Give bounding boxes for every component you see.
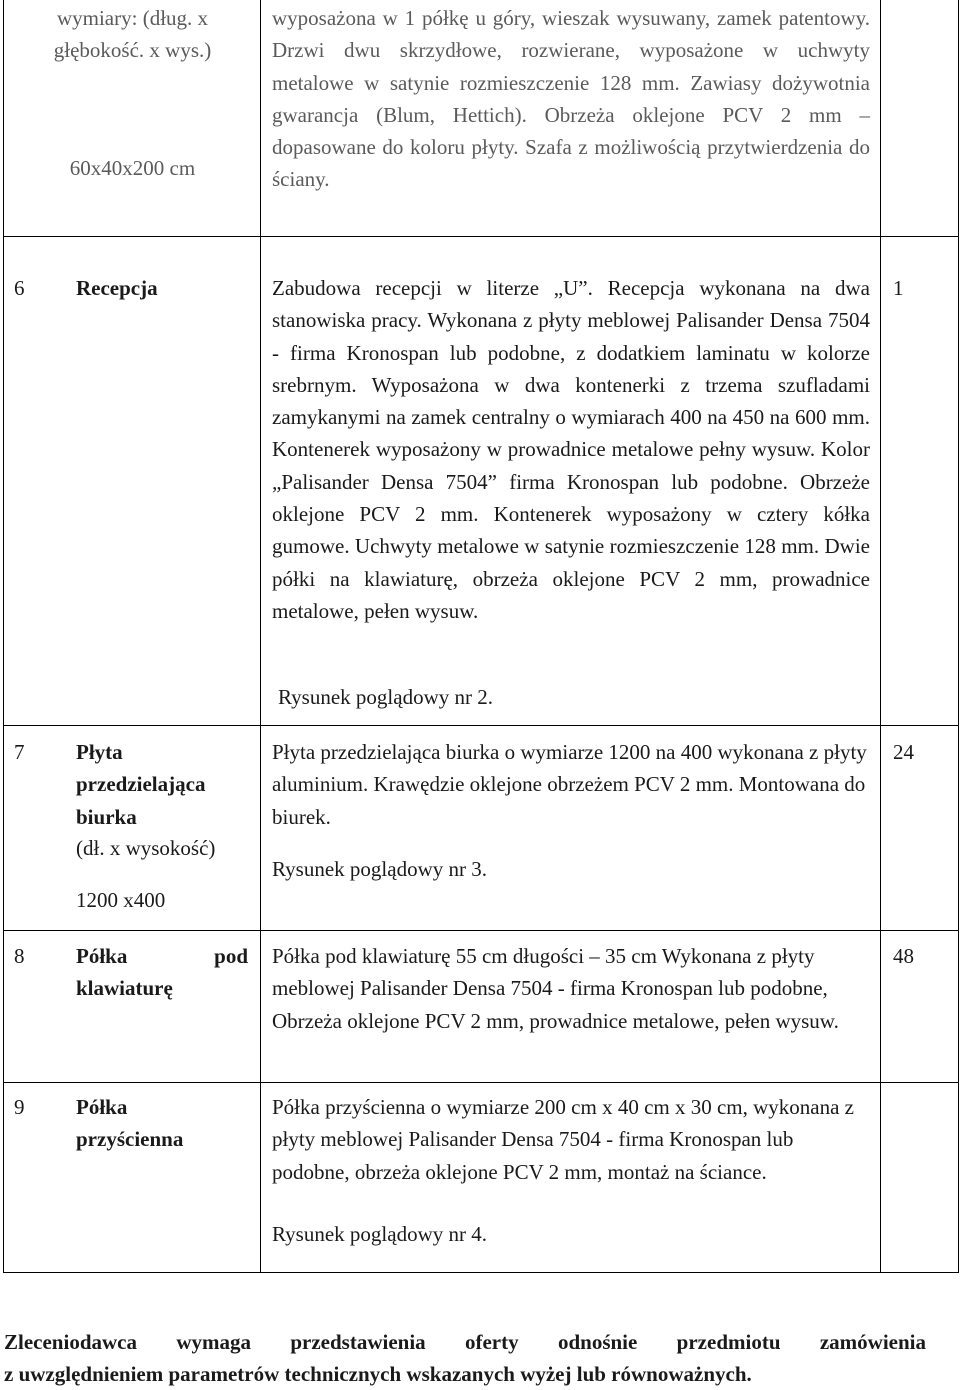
row7-description: Płyta przedzielająca biurka o wymiarze 1200 na 400 wykonana z płyty aluminium. Krawędzie oklejone obrzeżem PCV 2 mm. Montowana do biurek. [272,740,867,829]
table-row-divider-6-7 [3,725,959,726]
row8-quantity: 48 [893,944,914,968]
row5-dims-value: 60x40x200 cm [69,156,196,180]
row9-number: 9 [14,1095,25,1119]
row9-name: Półka przyścienna [76,1095,184,1152]
row6-description: Zabudowa recepcji w literze „U”. Recepcja wykonana na dwa stanowiska pracy. Wykonana z płyty meblowej Palisander Densa 7504 - firma Kronospan lub podobne, z dodatkiem laminatu w kolorze srebrnym. Wyposażona w dwa kontenerki z trzema szufladami zamykanymi na zamek centralny o wymiarach 400 na 450 na 600 mm. Kontenerek wyposażony w prowadnice metalowe pełny wysuw. Kolor „Palisander Densa 7504” firma Kronospan lub podobne. Obrzeże oklejone PCV 2 mm. Kontenerek wyposażony w cztery kółka gumowe. Uchwyty metalowe w satynie rozmieszczenie 128 mm. Dwie półki na klawiaturę, obrzeża oklejone PCV 2 mm, prowadnice metalowe, pełen wysuw. [272,276,870,623]
row5-dims-label: wymiary: (dług. x głębokość. x wys.) [53,6,212,63]
row7-number: 7 [14,740,25,764]
row6-number: 6 [14,276,25,300]
table-row-divider-8-9 [3,1082,959,1083]
row5-description: wyposażona w 1 półkę u góry, wieszak wysuwany, zamek patentowy. Drzwi dwu skrzydłowe, rozwierane, wyposażone w uchwyty metalowe w satynie rozmieszczenie 128 mm. Zawiasy dożywotnia gwarancja (Blum, Hettich). Obrzeża oklejone PCV 2 mm – dopasowane do koloru płyty. Szafa z możliwością przytwierdzenia do ściany. [272,6,870,192]
row8-name-line1: Półka pod [76,944,248,968]
row7-dims-label: (dł. x wysokość) [76,836,216,860]
row6-name: Recepcja [76,276,158,300]
row6-quantity: 1 [893,276,904,300]
row9-figure-ref: Rysunek poglądowy nr 4. [272,1222,487,1246]
table-row-divider-7-8 [3,930,959,931]
row7-dims-value: 1200 x400 [76,888,166,912]
footer-line-1: Zleceniodawca wymaga przedstawienia oferty odnośnie przedmiotu zamówienia [4,1330,926,1354]
row7-quantity: 24 [893,740,914,764]
row8-number: 8 [14,944,25,968]
row6-figure-ref: Rysunek poglądowy nr 2. [278,685,493,709]
footer-note [4,1326,926,1390]
table-row-divider-5-6 [3,236,959,237]
footer-line-2: z uwzględnieniem parametrów technicznych wskazanych wyżej lub równoważnych. [4,1362,752,1386]
row9-description: Półka przyścienna o wymiarze 200 cm x 40 cm x 30 cm, wykonana z płyty meblowej Palisander Densa 7504 - firma Kronospan lub podobne, obrzeża oklejone PCV 2 mm, montaż na ściance. [272,1095,855,1184]
table-border-bottom [3,1272,959,1273]
row7-name: Płyta przedzielająca biurka [76,740,206,829]
row8-description: Półka pod klawiaturę 55 cm długości – 35 cm Wykonana z płyty meblowej Palisander Densa 7504 - firma Kronospan lub podobne, Obrzeża oklejone PCV 2 mm, prowadnice metalowe, pełen wysuw. [272,944,839,1033]
row7-figure-ref: Rysunek poglądowy nr 3. [272,857,487,881]
row8-name-line2: klawiaturę [76,976,173,1000]
